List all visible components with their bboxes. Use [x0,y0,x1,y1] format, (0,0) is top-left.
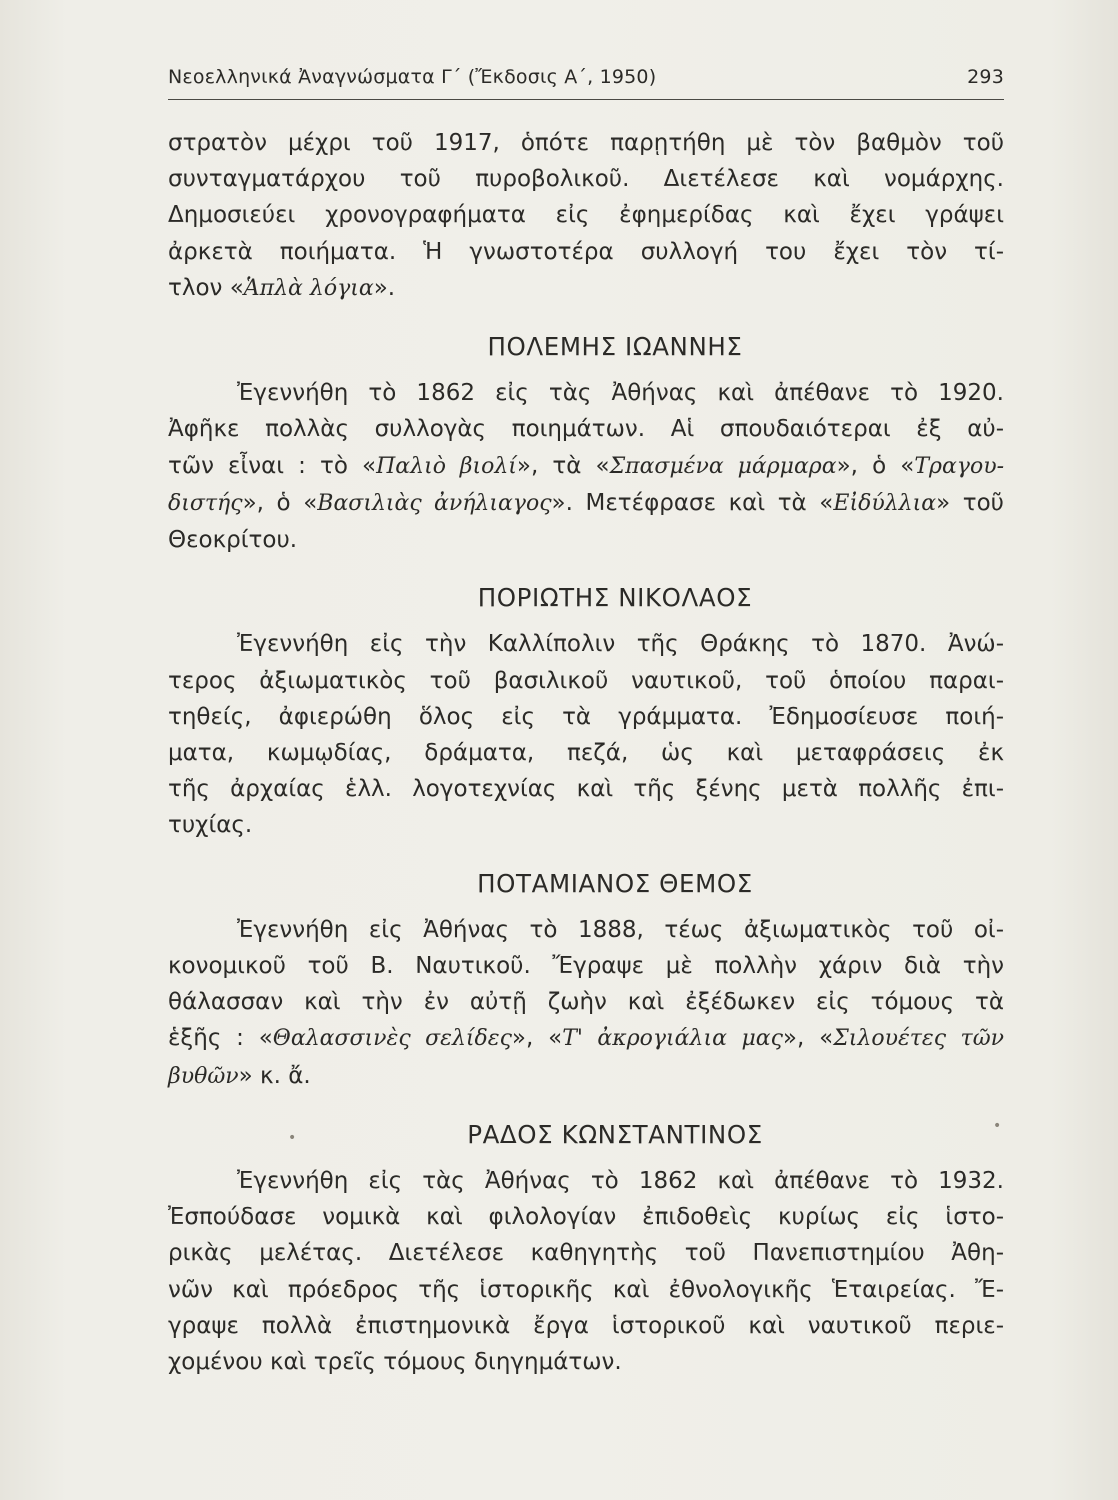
text-fragment: », ὁ « [836,452,915,479]
text-line: τερος ἀξιωματικὸς τοῦ βασιλικοῦ ναυτικοῦ, τοῦ ὁποίου παραι- [168,667,1004,694]
italic-title: Τ' ἀκρογιάλια μας [562,1026,783,1052]
page-body [168,125,1004,1380]
text-line: νῶν καὶ πρόεδρος τῆς ἱστορικῆς καὶ ἐθνολογικῆς Ἑταιρείας. Ἔ- [168,1276,1004,1303]
scan-speck: • [993,1118,1002,1134]
page-number: 293 [967,66,1004,88]
text-line [168,1058,1004,1095]
entry-paragraph [168,912,1004,1095]
text-line: στρατὸν μέχρι τοῦ 1917, ὁπότε παρῃτήθη μὲ τὸν βαθμὸν τοῦ [168,130,1004,156]
italic-title: Βασιλιὰς ἀνήλιαγος [317,490,552,516]
text-fragment: », τὰ « [516,452,610,479]
italic-title: Θαλασσινὲς σελίδες [272,1026,512,1052]
italic-title: διστής [168,490,243,516]
italic-title: Ἁπλὰ λόγια [243,275,374,301]
entry-heading: ΠΟΤΑΜΙΑΝΟΣ ΘΕΜΟΣ [477,868,753,898]
text-line: θάλασσαν καὶ τὴν ἐν αὐτῇ ζωὴν καὶ ἐξέδωκεν εἰς τόμους τὰ [168,989,1004,1016]
text-line: Δημοσιεύει χρονογραφήματα εἰς ἐφημερίδας καὶ ἔχει γράψει [168,202,1004,229]
text-fragment: ». Μετέφρασε καὶ τὰ « [551,489,834,516]
text-line [168,270,1004,307]
italic-title: Τραγου- [914,453,1005,479]
text-line: χομένου καὶ τρεῖς τόμους διηγημάτων. [168,1349,622,1376]
entry-paragraph [168,626,1004,843]
text-line: ρικὰς μελέτας. Διετέλεσε καθηγητὴς τοῦ Πανεπιστημίου Ἀθη- [168,1240,1004,1267]
entry-heading: ΠΟΡΙΩΤΗΣ ΝΙΚΟΛΑΟΣ [477,583,753,613]
text-line [168,448,1004,485]
text-line: Ἀφῆκε πολλὰς συλλογὰς ποιημάτων. Αἱ σπουδαιότεραι ἐξ αὐ- [168,416,1004,443]
text-line: τηθείς, ἀφιερώθη ὅλος εἰς τὰ γράμματα. Ἐδημοσίευσε ποιή- [168,703,1004,730]
italic-title: Σπασμένα μάρμαρα [609,453,837,479]
text-fragment: ἑξῆς : « [168,1025,273,1052]
text-line: Ἐγεννήθη εἰς τὰς Ἀθήνας τὸ 1862 καὶ ἀπέθανε τὸ 1932. [237,1168,1004,1195]
text-fragment: », « [782,1025,834,1052]
italic-title: Εἰδύλλια [833,490,937,516]
header-rule [168,99,1004,100]
text-line: ματα, κωμῳδίας, δράματα, πεζά, ὡς καὶ μεταφράσεις ἐκ [168,740,1004,767]
scan-speck: • [288,1130,297,1146]
entry-heading: ΠΟΛΕΜΗΣ ΙΩΑΝΝΗΣ [487,332,743,362]
text-line: Ἐσπούδασε νομικὰ καὶ φιλολογίαν ἐπιδοθεὶς κυρίως εἰς ἱστο- [168,1204,1004,1231]
text-line: συνταγματάρχου τοῦ πυροβολικοῦ. Διετέλεσε καὶ νομάρχης. [168,166,1004,193]
text-line: κονομικοῦ τοῦ Β. Ναυτικοῦ. Ἔγραψε μὲ πολλὴν χάριν διὰ τὴν [168,953,1004,980]
text-line: Θεοκρίτου. [168,527,298,554]
text-fragment: ». [373,274,396,301]
entry-heading: ΡΑΔΟΣ ΚΩΝΣΤΑΝΤΙΝΟΣ [467,1119,763,1149]
text-line [168,485,1004,522]
italic-title: βυθῶν [168,1063,239,1089]
italic-title: Παλιὸ βιολί [376,453,517,479]
text-fragment: τλον « [168,274,244,301]
text-fragment: τῶν εἶναι : τὸ « [168,452,377,479]
text-fragment: » κ. ἄ. [238,1062,311,1089]
text-line: τῆς ἀρχαίας ἑλλ. λογοτεχνίας καὶ τῆς ξένης μετὰ πολλῆς ἐπι- [168,776,1004,803]
running-header [168,66,1004,96]
text-line [168,1020,1004,1057]
text-line: τυχίας. [168,812,253,839]
book-title: Νεοελληνικά Ἀναγνώσματα Γ΄ (Ἔκδοσις Α΄, 1950) [168,66,657,88]
text-line: ἀρκετὰ ποιήματα. Ἡ γνωστοτέρα συλλογή του ἔχει τὸν τί- [168,238,1004,265]
text-line: Ἐγεννήθη εἰς τὴν Καλλίπολιν τῆς Θράκης τὸ 1870. Ἀνώ- [237,631,1004,658]
text-fragment: », ὁ « [242,489,318,516]
text-line: Ἐγεννήθη εἰς Ἀθήνας τὸ 1888, τέως ἀξιωματικὸς τοῦ οἰ- [237,916,1004,943]
italic-title: Σιλουέτες τῶν [833,1026,1005,1052]
text-fragment: » τοῦ [936,489,1004,516]
text-fragment: », « [511,1025,563,1052]
entry-paragraph [168,375,1004,558]
text-line: Ἐγεννήθη τὸ 1862 εἰς τὰς Ἀθήνας καὶ ἀπέθανε τὸ 1920. [237,380,1004,407]
intro-paragraph [168,125,1004,307]
text-line: γραψε πολλὰ ἐπιστημονικὰ ἔργα ἱστορικοῦ καὶ ναυτικοῦ περιε- [168,1312,1004,1339]
entry-paragraph [168,1163,1004,1380]
